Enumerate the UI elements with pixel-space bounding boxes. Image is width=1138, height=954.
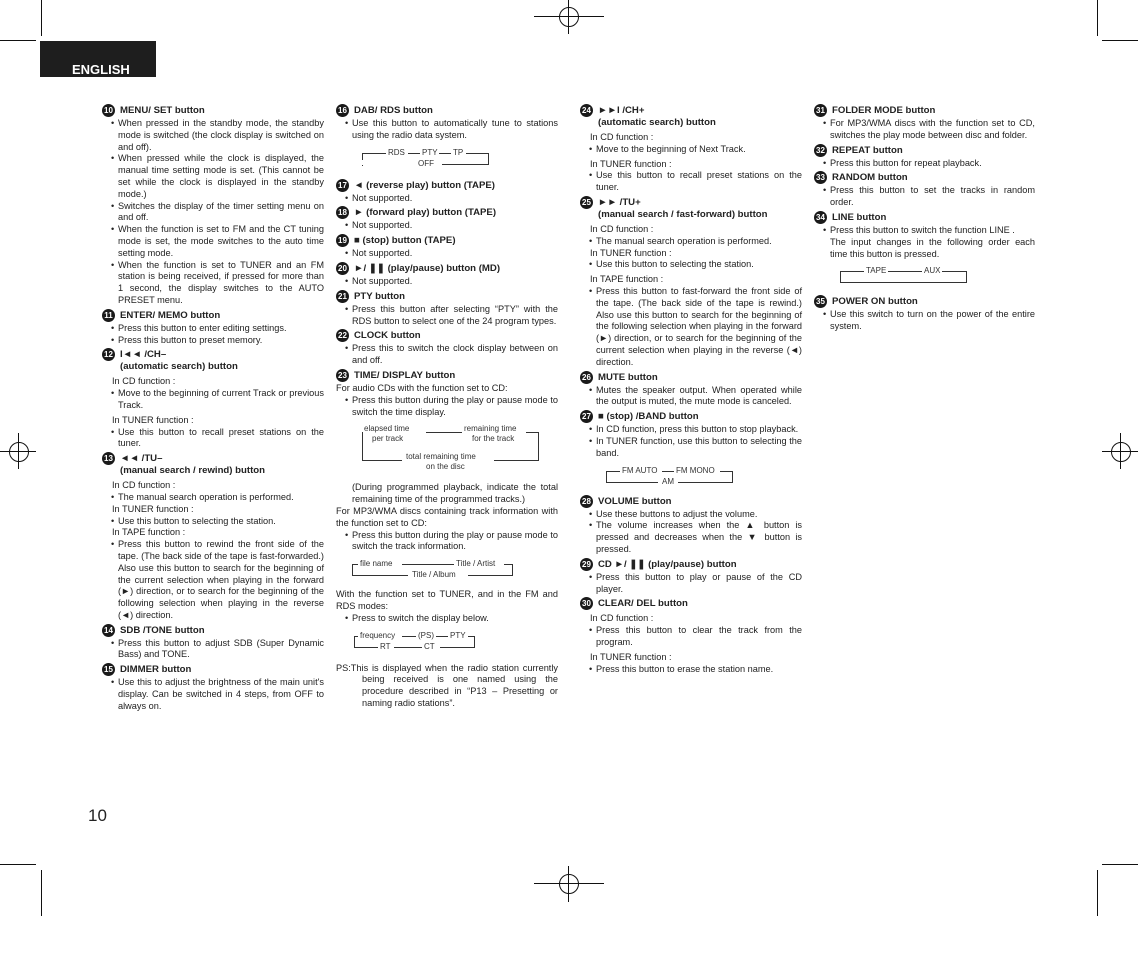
heading-text: DIMMER button [120, 664, 192, 676]
heading-text: FOLDER MODE button [832, 105, 936, 116]
heading-text: MUTE button [598, 371, 658, 383]
diagram-label: RDS [388, 147, 405, 157]
item-number-badge: 35 [814, 295, 827, 308]
function-label: In CD function : [590, 223, 654, 234]
diagram-label: total remaining time [406, 452, 476, 462]
item-number-badge: 11 [102, 309, 115, 322]
item-number-badge: 33 [814, 171, 827, 184]
section-tu-plus [580, 197, 802, 369]
section-heading [580, 496, 802, 508]
item-number-badge: 13 [102, 452, 115, 465]
section-heading [336, 291, 558, 303]
diagram-label: FM AUTO [622, 465, 658, 475]
section-heading [814, 296, 1035, 308]
heading-text: RANDOM button [832, 172, 908, 184]
function-label: In TUNER function : [112, 414, 194, 425]
language-label: ENGLISH [72, 62, 130, 77]
section-heading [580, 372, 802, 384]
note-text: (During programmed playback, indicate the total remaining time of the programmed tracks.) [352, 482, 558, 505]
bullet-text: • When the function is set to TUNER and an FM station is being received, if pressed for more than 1 second, the display switches to the AUTO PRESET menu. [102, 260, 324, 307]
crop-mark [534, 883, 604, 884]
item-number-badge: 10 [102, 104, 115, 117]
diagram-label: RT [380, 641, 391, 651]
item-number-badge: 26 [580, 371, 593, 384]
bullet-text: • Not supported. [336, 220, 558, 232]
diagram-label: CT [424, 641, 435, 651]
section-heading [336, 235, 558, 247]
bullet-text: • Switches the display of the timer setting menu on and off. [102, 201, 324, 225]
crop-mark [1102, 40, 1138, 41]
heading-text: VOLUME button [598, 495, 672, 507]
bullet-text: • For MP3/WMA discs with the function set to CD, switches the play mode between disc and folder. [814, 118, 1035, 142]
item-number-badge: 34 [814, 211, 827, 224]
crop-mark [18, 433, 19, 469]
function-label: In CD function : [112, 376, 176, 387]
diagram-label: Title / Album [412, 570, 456, 580]
bullet-text: • Press this button to rewind the front side of the tape. (The back side of the tape is fast-forwarded.) Also use this button to search for the beginning of the current selection when playing in the forward (►) direction, or to search for the beginning of the following selection when playing in the reverse (◄) direction. [102, 539, 324, 622]
diagram-label: file name [360, 559, 393, 569]
heading-subtext: (automatic search) button [598, 117, 716, 128]
section-random [814, 172, 1035, 209]
bullet-text: • Not supported. [336, 193, 558, 205]
item-number-badge: 18 [336, 206, 349, 219]
diagram-label: AM [662, 476, 674, 486]
registration-mark [9, 442, 29, 462]
bullet-text: • When the function is set to FM and the CT tuning mode is set, the mode switches to the auto time setting mode. [102, 224, 324, 259]
item-number-badge: 30 [580, 597, 593, 610]
bullet-text: • Use this to adjust the brightness of the main unit's display. Can be switched in 4 steps, from OFF to always on. [102, 677, 324, 712]
bullet-text: • Press this button after selecting “PTY” with the RDS button to select one of the 24 program types. [336, 304, 558, 328]
heading-text: ►►I /CH+ [598, 105, 645, 116]
crop-mark [41, 870, 42, 916]
section-heading [336, 207, 558, 219]
diagram-label: Title / Artist [456, 559, 496, 569]
paragraph-text: For MP3/WMA discs containing track information with the function set to CD: [336, 505, 558, 528]
heading-text: ► (forward play) button (TAPE) [354, 207, 497, 219]
item-number-badge: 32 [814, 144, 827, 157]
item-number-badge: 15 [102, 663, 115, 676]
column-1 [102, 105, 324, 716]
function-label: In CD function : [112, 480, 176, 491]
diagram-label: remaining time [464, 424, 517, 434]
bullet-text: • Use these buttons to adjust the volume. [580, 509, 802, 521]
bullet-text: • Press this button during the play or pause mode to switch the track information. [336, 530, 558, 554]
item-number-badge: 16 [336, 104, 349, 117]
registration-mark [559, 874, 579, 894]
section-heading [336, 370, 558, 382]
item-number-badge: 19 [336, 234, 349, 247]
section-heading [336, 105, 558, 117]
function-label: In TUNER function : [590, 247, 672, 258]
bullet-text: • When pressed in the standby mode, the standby mode is switched (the clock display is switched on and off). [102, 118, 324, 153]
bullet-text: • Use this button to automatically tune to stations using the radio data system. [336, 118, 558, 142]
section-heading [814, 145, 1035, 157]
diagram-label: elapsed time [364, 424, 410, 434]
diagram-label: (PS) [418, 630, 434, 640]
section-power-on [814, 296, 1035, 333]
heading-text: ■ (stop) button (TAPE) [354, 235, 456, 247]
function-label: In TAPE function : [590, 274, 664, 285]
crop-mark [1097, 870, 1098, 916]
bullet-text: • Press this button for repeat playback. [814, 158, 1035, 170]
section-stop-tape [336, 235, 558, 260]
crop-mark [41, 0, 42, 36]
bullet-text: • Press this button to adjust SDB (Super Dynamic Bass) and TONE. [102, 638, 324, 662]
section-repeat [814, 145, 1035, 170]
crop-mark [534, 16, 604, 17]
function-label: In TUNER function : [590, 651, 672, 662]
heading-text: POWER ON button [832, 296, 918, 308]
heading-text: ENTER/ MEMO button [120, 309, 221, 321]
item-number-badge: 28 [580, 495, 593, 508]
function-label: In TAPE function : [112, 527, 186, 538]
section-heading [814, 172, 1035, 184]
heading-text: CLEAR/ DEL button [598, 598, 688, 610]
section-heading [580, 411, 802, 423]
function-label: In CD function : [590, 613, 654, 624]
bullet-text: • Press this button to clear the track from the program. [580, 625, 802, 649]
section-ch-plus [580, 105, 802, 194]
section-tu-minus [102, 453, 324, 622]
section-stop-band [580, 411, 802, 487]
heading-subtext: (automatic search) button [120, 361, 238, 373]
heading-text: ■ (stop) /BAND button [598, 411, 699, 423]
function-label: In CD function : [590, 132, 654, 142]
language-tab [40, 41, 156, 77]
section-ch-minus [102, 349, 324, 450]
section-heading [102, 349, 324, 373]
section-line [814, 212, 1035, 288]
section-clock [336, 330, 558, 367]
heading-text: ◄◄ /TU– [120, 453, 163, 465]
heading-subtext: (manual search / rewind) button [120, 465, 265, 477]
heading-subtext: (manual search / fast-forward) button [598, 208, 768, 220]
item-number-badge: 14 [102, 624, 115, 637]
item-number-badge: 27 [580, 410, 593, 423]
crop-mark [0, 40, 36, 41]
heading-text: CD ►/ ❚❚ (play/pause) button [598, 558, 737, 570]
section-heading [102, 625, 324, 637]
section-dimmer [102, 664, 324, 712]
section-heading [336, 263, 558, 275]
heading-text: ►/ ❚❚ (play/pause) button (MD) [354, 262, 501, 274]
crop-mark [1102, 864, 1138, 865]
section-volume [580, 496, 802, 556]
diagram-label: frequency [360, 630, 396, 640]
item-number-badge: 17 [336, 179, 349, 192]
function-label: In TUNER function : [112, 503, 194, 514]
item-number-badge: 12 [102, 348, 115, 361]
section-heading [336, 330, 558, 342]
section-sdb-tone [102, 625, 324, 662]
section-forward-play [336, 207, 558, 232]
band-diagram [606, 466, 746, 488]
section-heading [580, 197, 802, 221]
diagram-label: on the disc [426, 462, 465, 472]
bullet-text: • Press this button to preset memory. [102, 335, 324, 347]
heading-text: ◄ (reverse play) button (TAPE) [354, 179, 495, 191]
item-number-badge: 22 [336, 329, 349, 342]
item-number-badge: 21 [336, 290, 349, 303]
section-play-pause-md [336, 263, 558, 288]
bullet-text: • Press this button to set the tracks in random order. [814, 185, 1035, 209]
bullet-text: • The volume increases when the ▲ button is pressed and decreases when the ▼ button is pressed. [580, 520, 802, 555]
crop-mark [568, 866, 569, 902]
bullet-text: • Not supported. [336, 276, 558, 288]
section-heading [336, 180, 558, 192]
diagram-label: PTY [422, 147, 438, 157]
bullet-text: • Press this button to play or pause of the CD player. [580, 572, 802, 596]
column-3 [580, 105, 802, 678]
bullet-text: • In CD function, press this button to stop playback. [580, 424, 802, 436]
bullet-text: • Press this button during the play or pause mode to switch the time display. [336, 395, 558, 419]
section-heading [814, 212, 1035, 224]
heading-text: SDB /TONE button [120, 624, 205, 636]
diagram-label: per track [372, 434, 404, 444]
bullet-text: • Press this button to fast-forward the front side of the tape. (The back side of the tape is rewind.) Also use this button to search for the beginning of the following selection when playing in the forward (►) direction, or to search for the beginning of the current selection when playing in the reverse (◄) direction. [580, 286, 802, 369]
section-mute [580, 372, 802, 409]
bullet-text: • Use this button to selecting the station. [580, 259, 802, 271]
diagram-label: OFF [418, 158, 434, 168]
item-number-badge: 29 [580, 558, 593, 571]
heading-text: I◄◄ /CH– [120, 349, 167, 361]
item-number-badge: 31 [814, 104, 827, 117]
bullet-text: • Move to the beginning of Next Track. [580, 144, 802, 156]
section-reverse-play [336, 180, 558, 205]
section-folder-mode [814, 105, 1035, 142]
bullet-text: • Press to switch the display below. [336, 613, 558, 625]
line-input-diagram [840, 266, 980, 288]
tuner-display-diagram [354, 631, 494, 655]
section-heading [102, 453, 324, 477]
diagram-label: for the track [472, 434, 515, 444]
rds-mode-diagram [362, 148, 502, 172]
item-number-badge: 20 [336, 262, 349, 275]
bullet-text: • In TUNER function, use this button to selecting the band. [580, 436, 802, 460]
section-enter-memo [102, 310, 324, 347]
section-dab-rds [336, 105, 558, 172]
bullet-text: • The manual search operation is performed. [102, 492, 324, 504]
bullet-text: • Press this to switch the clock display between on and off. [336, 343, 558, 367]
column-4 [814, 105, 1035, 336]
heading-text: ►► /TU+ [598, 196, 641, 208]
time-display-diagram [344, 424, 524, 474]
section-heading [580, 105, 802, 129]
bullet-text: • Use this button to recall preset stations on the tuner. [580, 170, 802, 194]
section-pty [336, 291, 558, 328]
ps-note: PS:This is displayed when the radio station currently being received is one named using the procedure described in “P13 – Presetting or naming radio stations”. [336, 662, 558, 708]
crop-mark [0, 864, 36, 865]
diagram-label: TP [453, 147, 464, 157]
heading-text: REPEAT button [832, 144, 903, 156]
page-number: 10 [88, 806, 107, 825]
bullet-text: • Mutes the speaker output. When operated while the output is muted, the mute mode is canceled. [580, 385, 802, 409]
paragraph-text: For audio CDs with the function set to CD: [336, 382, 508, 393]
section-menu-set [102, 105, 324, 307]
bullet-text: • Not supported. [336, 248, 558, 260]
registration-mark [559, 7, 579, 27]
heading-text: MENU/ SET button [120, 105, 205, 116]
heading-text: DAB/ RDS button [354, 105, 433, 116]
paragraph-text: With the function set to TUNER, and in the FM and RDS modes: [336, 589, 558, 611]
diagram-label: AUX [924, 266, 941, 276]
bullet-text: • Move to the beginning of current Track or previous Track. [102, 388, 324, 412]
section-heading [580, 559, 802, 571]
function-label: In TUNER function : [590, 158, 672, 169]
section-heading [814, 105, 1035, 117]
crop-mark [568, 0, 569, 34]
heading-text: TIME/ DISPLAY button [354, 369, 456, 381]
heading-text: PTY button [354, 290, 405, 302]
section-heading [102, 310, 324, 322]
heading-text: CLOCK button [354, 330, 421, 342]
diagram-label: PTY [450, 630, 466, 640]
section-heading [102, 105, 324, 117]
bullet-text: • Press this button to erase the station name. [580, 664, 802, 676]
column-2 [336, 105, 558, 713]
section-clear-del [580, 598, 802, 675]
section-time-display [336, 370, 558, 710]
section-heading [580, 598, 802, 610]
registration-mark [1111, 442, 1131, 462]
crop-mark [1120, 433, 1121, 469]
heading-text: LINE button [832, 211, 887, 223]
bullet-text: • When pressed while the clock is displayed, the manual time setting mode is set. (This cannot be set while the clock is displayed in the standby mode.) [102, 153, 324, 200]
bullet-text: • Press this button to switch the function LINE . [814, 225, 1035, 237]
bullet-text: • Use this button to selecting the station. [102, 516, 324, 528]
bullet-text: • Use this button to recall preset stations on the tuner. [102, 427, 324, 451]
diagram-label: FM MONO [676, 465, 715, 475]
section-cd-play-pause [580, 559, 802, 596]
item-number-badge: 25 [580, 196, 593, 209]
bullet-text: • Use this switch to turn on the power of the entire system. [814, 309, 1035, 333]
item-number-badge: 23 [336, 369, 349, 382]
item-number-badge: 24 [580, 104, 593, 117]
bullet-text: • The manual search operation is performed. [580, 236, 802, 248]
track-info-diagram [352, 559, 522, 581]
crop-mark [1097, 0, 1098, 36]
bullet-text: • Press this button to enter editing settings. [102, 323, 324, 335]
paragraph-text: The input changes in the following order each time this button is pressed. [830, 236, 1035, 259]
diagram-label: TAPE [866, 266, 887, 276]
section-heading [102, 664, 324, 676]
